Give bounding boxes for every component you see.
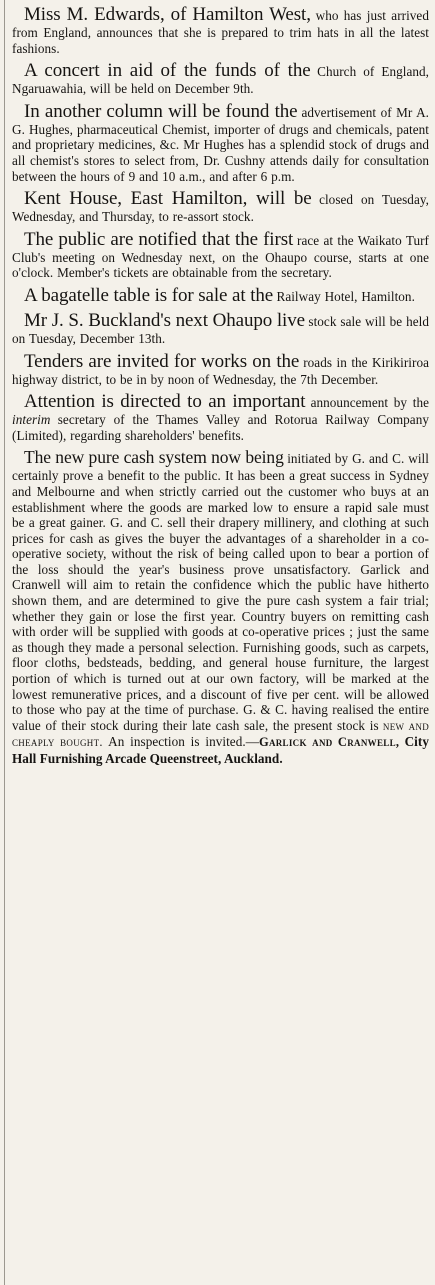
notice-body: Church of England, Ngaruawahia, will be held on December 9th. [12, 64, 429, 97]
notice-lead: Miss M. Edwards, of Hamilton West, [24, 4, 311, 25]
notice-body: stock sale will be held on Tuesday, December 13th. [12, 313, 429, 346]
notice-body: An inspection is invited.— [108, 734, 259, 750]
notice-railway-company [12, 391, 429, 443]
notice-lead: Mr J. S. Buckland's next Ohaupo live [24, 309, 305, 331]
notice-turf-club [12, 229, 429, 281]
notice-body: Railway Hotel, Hamilton. [276, 288, 415, 304]
notice-lead: Tenders are invited for works on the [24, 350, 300, 372]
notice-bagatelle [12, 285, 429, 306]
notice-lead: A concert in aid of the funds of the [24, 60, 311, 82]
notice-body: advertisement of Mr A. G. Hughes, pharmaceutical Chemist, importer of drugs and chemicals, patent and proprietary medicines, &c. Mr Hughes has a splendid stock of drugs and all chemist's stores to select from, Dr. Cushny attends daily for consultation between the hours of 9 and 10 a.m., and after 6 p.m. [12, 104, 429, 184]
notice-cash-system [12, 447, 429, 766]
notice-body: initiated by G. and C. will certainly prove a benefit to the public. It has been a great success in Sydney and Melbourne and when strictly carried out the customer who buys at an establishment where the goods are marked low to ensure a rapid sale must be a great gainer. G. and C. sell their drapery millinery, and clothing at such prices for cash as gives the buyer the advantages of a shareholder in a co-operative society, without the risk of being called upon to bear a portion of the loss should the year's business prove unsatisfactory. Garlick and Cranwell will aim to retain the confidence which the public have hitherto shown them, and are determined to give the pure cash system a fair trial; whether they gain or lose the first year. Country buyers on remitting cash with order will be supplied with goods at co-operative prices ; just the same as though they made a personal selection. Furnishing goods, such as carpets, floor cloths, bedsteads, bedding, and general house furniture, the largest portion of which is turned out at our own factory, will be marked at the lowest remunerative prices, and a discount of five per cent. will be allowed to those who pay at the time of purchase. G. & C. having realised the entire value of their stock during their late cash sale, the present stock is [12, 451, 429, 733]
notice-kent-house [12, 188, 429, 225]
notice-tenders [12, 351, 429, 388]
signature-address: City Hall Furnishing Arcade Queenstreet, Auckland. [12, 734, 429, 766]
notice-lead: The public are notified that the first [24, 228, 294, 250]
notice-lead: The new pure cash system now being [24, 447, 284, 468]
notice-body: roads in the Kirikiriroa highway district, to be in by noon of Wednesday, the 7th December. [12, 354, 429, 387]
notice-body: who has just arrived from England, announces that she is prepared to trim hats in all the latest fashions. [12, 8, 429, 56]
signature-name: Garlick and Cranwell, [258, 735, 400, 750]
column-rule [4, 0, 5, 1285]
notice-body: secretary of the Thames Valley and Rotorua Railway Company (Limited), regarding shareholders' benefits. [12, 412, 429, 443]
notice-buckland [12, 310, 429, 347]
small-caps-phrase: new and cheaply bought. [12, 718, 430, 750]
italic-word: interim [12, 412, 51, 428]
notice-body: race at the Waikato Turf Club's meeting on Wednesday next, on the Ohaupo course, starts at one o'clock. Member's tickets are obtainable from the secretary. [12, 232, 429, 281]
notice-lead: In another column will be found the [24, 100, 298, 122]
notice-concert [12, 60, 429, 97]
notice-lead: Kent House, East Hamilton, will be [24, 188, 312, 210]
notice-edwards [12, 4, 429, 56]
notice-lead: Attention is directed to an important [24, 391, 306, 413]
notice-hughes [12, 101, 429, 184]
notice-body: closed on Tuesday, Wednesday, and Thursday, to re-assort stock. [12, 192, 429, 225]
notice-lead: A bagatelle table is for sale at the [24, 284, 274, 306]
notice-body: announcement by the [310, 395, 429, 411]
